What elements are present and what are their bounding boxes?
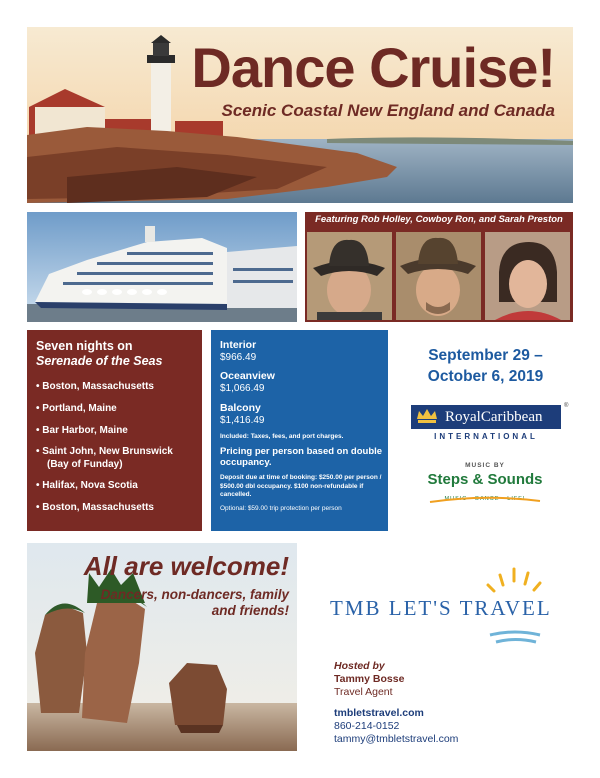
performer-photo-rob [307,232,392,320]
port-item: • Bar Harbor, Maine [36,425,128,436]
ship-name: Serenade of the Seas [36,354,163,368]
cabin-interior-price: $966.49 [220,352,257,363]
port-item: • Saint John, New Brunswick [36,446,173,457]
welcome-banner [27,543,297,751]
steps-sounds-name: Steps & Sounds [427,471,543,488]
cabin-oceanview-label: Oceanview [220,370,275,382]
cruise-ship-photo [27,212,297,322]
website-link[interactable]: tmbletstravel.com [334,707,424,719]
cabin-balcony-label: Balcony [220,402,261,414]
registered-mark: ® [564,403,569,409]
contact-info [334,660,564,746]
royal-caribbean-logo [411,403,569,445]
per-person-note: Pricing per person based on double occupancy. [220,446,383,468]
royal-caribbean-name: RoyalCaribbean [445,409,543,425]
date-start: September 29 – [428,347,543,364]
page-title: Dance Cruise! [191,36,555,99]
host-title: Travel Agent [334,686,393,698]
hosted-by-label: Hosted by [334,660,385,672]
pricing-box [211,330,388,531]
port-item: • Halifax, Nova Scotia [36,480,138,491]
performer-photo-sarah [485,232,570,320]
steps-sounds-tagline: MUSIC · DANCE · LIFE! [444,496,526,502]
host-name: Tammy Bosse [334,673,405,685]
email-link[interactable]: tammy@tmbletstravel.com [334,733,459,745]
port-item-note: (Bay of Funday) [47,459,123,470]
featuring-caption: Featuring Rob Holley, Cowboy Ron, and Sarah Preston [315,214,563,225]
deposit-note: Deposit due at time of booking: $250.00 per person / $500.00 dbl occupancy. $100 non-refundable if cancelled. [220,474,382,498]
welcome-subtitle: Dancers, non-dancers, family and friends! [100,587,289,618]
steps-sounds-logo [420,462,550,522]
port-item: • Boston, Massachusetts [36,381,154,392]
performer-photo-ron [396,232,481,320]
itinerary-heading: Seven nights on [36,339,133,353]
port-item: • Portland, Maine [36,403,117,414]
itinerary-box [27,330,202,531]
cabin-balcony-price: $1,416.49 [220,415,265,426]
swoosh-icon [420,496,550,504]
port-item: • Boston, Massachusetts [36,502,154,513]
included-note: Included: Taxes, fees, and port charges. [220,433,344,440]
hero-banner [27,27,573,203]
royal-caribbean-sub: INTERNATIONAL [434,432,538,441]
performers-panel [305,212,573,322]
music-by-label: MUSIC BY [465,462,505,469]
cruise-dates [398,345,573,387]
crown-anchor-icon [414,407,440,427]
page-subtitle: Scenic Coastal New England and Canada [221,101,555,120]
optional-note: Optional: $59.00 trip protection per person [220,505,342,512]
tmb-lets-travel-logo [330,563,575,653]
cabin-interior-label: Interior [220,339,257,351]
phone-number[interactable]: 860-214-0152 [334,720,400,732]
welcome-title: All are welcome! [83,551,289,581]
date-end: October 6, 2019 [427,368,544,385]
cabin-oceanview-price: $1,066.49 [220,383,265,394]
agency-name: TMB LET'S TRAVEL [330,596,552,620]
